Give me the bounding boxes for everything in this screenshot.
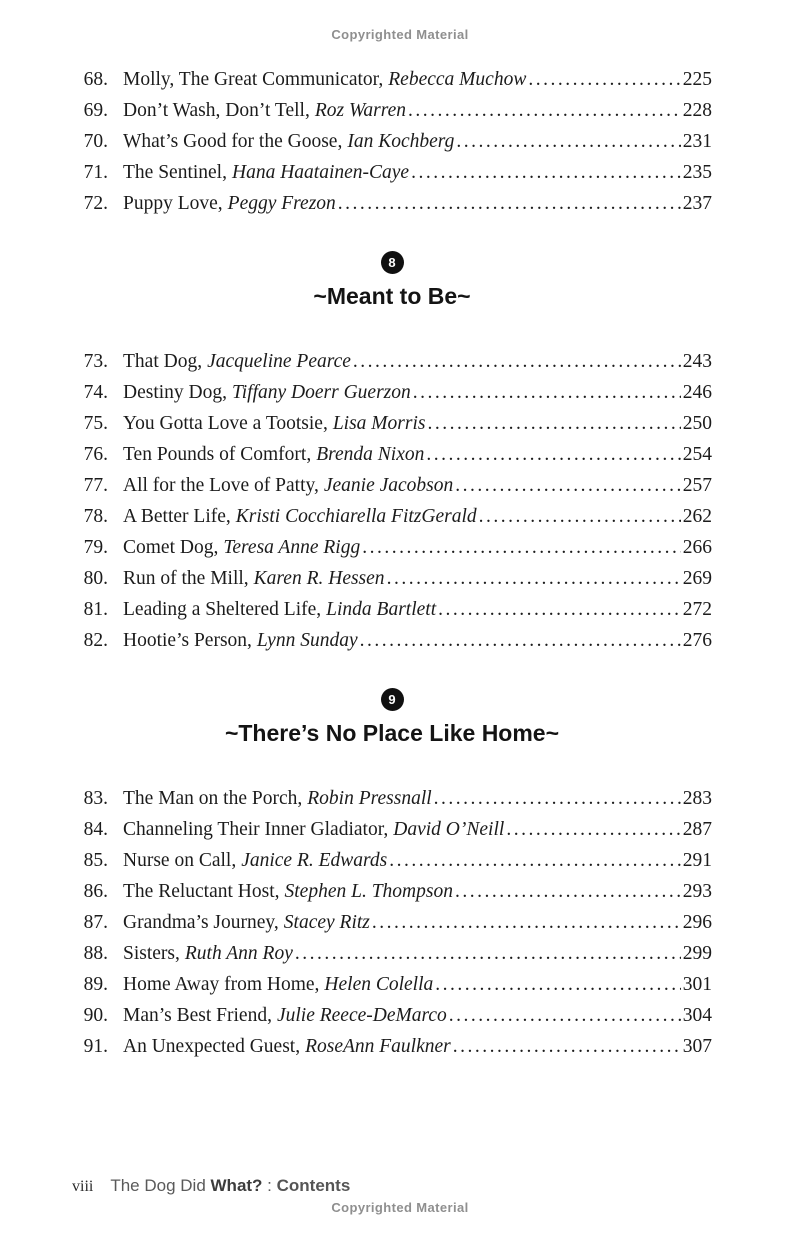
dot-leader [455,876,681,907]
dot-leader [479,501,681,532]
entry-page-number: 287 [682,819,712,840]
entry-page-number: 254 [682,444,712,465]
page-footer [72,1176,350,1196]
entry-title: The Reluctant Host, [123,881,280,902]
dot-leader [434,783,681,814]
entry-title: Comet Dog, [123,537,219,558]
entry-page-number: 262 [682,506,712,527]
entry-title: Molly, The Great Communicator, [123,69,384,90]
entry-number: 85. [83,850,108,871]
entry-number: 88. [83,943,108,964]
entry-author: Karen R. Hessen [253,568,385,589]
entry-author: Roz Warren [314,100,407,121]
entry-title: That Dog, [123,351,203,372]
entry-author: Julie Reece-DeMarco [276,1005,447,1026]
toc-entry [72,188,712,219]
entry-author: Hana Haatainen-Caye [231,162,410,183]
dot-leader [411,157,681,188]
toc-entry [72,594,712,625]
entry-number: 77. [83,475,108,496]
entry-number: 81. [83,599,108,620]
entry-author: Rebecca Muchow [388,69,527,90]
copyright-notice-bottom: Copyrighted Material [331,1200,469,1215]
entry-author: Jeanie Jacobson [323,475,454,496]
entry-author: Ruth Ann Roy [184,943,293,964]
toc-entry [72,814,712,845]
entry-title: The Sentinel, [123,162,227,183]
entry-author: Stephen L. Thompson [284,881,453,902]
toc-entry [72,377,712,408]
entry-author: Tiffany Doerr Guerzon [232,382,411,403]
dot-leader [387,563,681,594]
entry-author: Robin Pressnall [307,788,432,809]
book-title-section: Contents [276,1176,351,1195]
toc-entry [72,126,712,157]
entry-title: Nurse on Call, [123,850,237,871]
entry-author: Teresa Anne Rigg [223,537,361,558]
entry-title: Run of the Mill, [123,568,249,589]
folio-page-number: viii [72,1178,94,1195]
entry-number: 87. [83,912,108,933]
entry-number: 89. [83,974,108,995]
section-heading: ~Meant to Be~ [313,283,471,309]
entry-number: 86. [83,881,108,902]
toc-entry [72,876,712,907]
entry-author: Lynn Sunday [256,630,358,651]
entry-author: Jacqueline Pearce [207,351,351,372]
toc-entry [72,845,712,876]
entry-page-number: 269 [682,568,712,589]
dot-leader [449,1000,681,1031]
entry-title: Man’s Best Friend, [123,1005,272,1026]
entry-page-number: 301 [682,974,712,995]
dot-leader [453,1031,681,1062]
entry-page-number: 296 [682,912,712,933]
section-heading: ~There’s No Place Like Home~ [224,720,560,746]
dot-leader [455,470,680,501]
dot-leader [408,95,681,126]
dot-leader [389,845,681,876]
entry-title: What’s Good for the Goose, [123,131,343,152]
entry-title: A Better Life, [123,506,231,527]
entry-number: 79. [83,537,108,558]
entry-title: All for the Love of Patty, [123,475,319,496]
toc-entry [72,907,712,938]
chapter-number-badge: 9 [381,688,404,711]
toc-entry [72,783,712,814]
entry-page-number: 307 [682,1036,712,1057]
copyright-notice-top: Copyrighted Material [331,27,469,42]
entry-number: 82. [83,630,108,651]
entry-page-number: 246 [682,382,712,403]
dot-leader [353,346,681,377]
toc-entry [72,95,712,126]
entry-number: 90. [83,1005,108,1026]
entry-title: Ten Pounds of Comfort, [123,444,312,465]
entry-page-number: 283 [682,788,712,809]
entry-title: Leading a Sheltered Life, [123,599,322,620]
entry-title: Home Away from Home, [123,974,320,995]
entry-number: 74. [83,382,108,403]
entry-title: The Man on the Porch, [123,788,303,809]
entry-page-number: 250 [682,413,712,434]
dot-leader [528,64,680,95]
entry-number: 84. [83,819,108,840]
entry-author: Lisa Morris [332,413,426,434]
entry-number: 78. [83,506,108,527]
entry-page-number: 257 [682,475,712,496]
entry-page-number: 293 [682,881,712,902]
book-title-light: The Dog Did [110,1176,211,1195]
toc-entry [72,625,712,656]
entry-number: 71. [83,162,108,183]
entry-page-number: 272 [682,599,712,620]
entry-title: Sisters, [123,943,180,964]
entry-page-number: 228 [682,100,712,121]
entry-page-number: 276 [682,630,712,651]
entry-author: Linda Bartlett [326,599,437,620]
dot-leader [506,814,680,845]
dot-leader [372,907,681,938]
toc-entry [72,470,712,501]
entry-number: 80. [83,568,108,589]
entry-page-number: 299 [682,943,712,964]
entry-page-number: 237 [682,193,712,214]
entry-number: 70. [83,131,108,152]
entry-title: Puppy Love, [123,193,223,214]
entry-author: Stacey Ritz [283,912,370,933]
toc-entry [72,64,712,95]
entry-page-number: 304 [682,1005,712,1026]
entry-author: David O’Neill [393,819,505,840]
entry-number: 72. [83,193,108,214]
toc-entry [72,501,712,532]
entry-title: An Unexpected Guest, [123,1036,301,1057]
entry-number: 76. [83,444,108,465]
dot-leader [338,188,681,219]
toc-entry [72,439,712,470]
toc-entry [72,969,712,1000]
entry-author: RoseAnn Faulkner [305,1036,451,1057]
toc-entry [72,563,712,594]
running-book-title [110,1176,350,1196]
dot-leader [295,938,681,969]
toc-entry [72,532,712,563]
entry-page-number: 243 [682,351,712,372]
entry-page-number: 266 [682,537,712,558]
entry-author: Ian Kochberg [347,131,455,152]
entry-page-number: 225 [682,69,712,90]
book-title-bold: What? [210,1176,263,1195]
dot-leader [438,594,681,625]
dot-leader [427,408,680,439]
toc-section [72,688,712,1062]
entry-number: 68. [83,69,108,90]
entry-number: 91. [83,1036,108,1057]
chapter-number-badge: 8 [381,251,404,274]
entry-author: Janice R. Edwards [241,850,388,871]
entry-author: Brenda Nixon [316,444,425,465]
dot-leader [456,126,680,157]
toc-entry [72,157,712,188]
entry-author: Helen Colella [324,974,434,995]
entry-title: Don’t Wash, Don’t Tell, [123,100,310,121]
entry-author: Peggy Frezon [227,193,336,214]
entry-title: Channeling Their Inner Gladiator, [123,819,389,840]
toc-sections [72,64,712,1062]
toc-entry [72,1000,712,1031]
entry-author: Kristi Cocchiarella FitzGerald [235,506,477,527]
entry-number: 75. [83,413,108,434]
entry-page-number: 235 [682,162,712,183]
dot-leader [362,532,681,563]
entry-title: Destiny Dog, [123,382,227,403]
entry-title: Grandma’s Journey, [123,912,279,933]
entry-number: 83. [83,788,108,809]
entry-page-number: 231 [682,131,712,152]
book-title-separator: : [262,1176,277,1195]
entry-title: You Gotta Love a Tootsie, [123,413,328,434]
dot-leader [413,377,681,408]
toc-entry [72,346,712,377]
dot-leader [360,625,681,656]
entry-number: 73. [83,351,108,372]
toc-entry [72,408,712,439]
entry-number: 69. [83,100,108,121]
toc-entry [72,938,712,969]
dot-leader [435,969,680,1000]
toc-section [72,64,712,219]
entry-page-number: 291 [682,850,712,871]
toc-section [72,251,712,656]
entry-title: Hootie’s Person, [123,630,252,651]
dot-leader [426,439,680,470]
toc-entry [72,1031,712,1062]
